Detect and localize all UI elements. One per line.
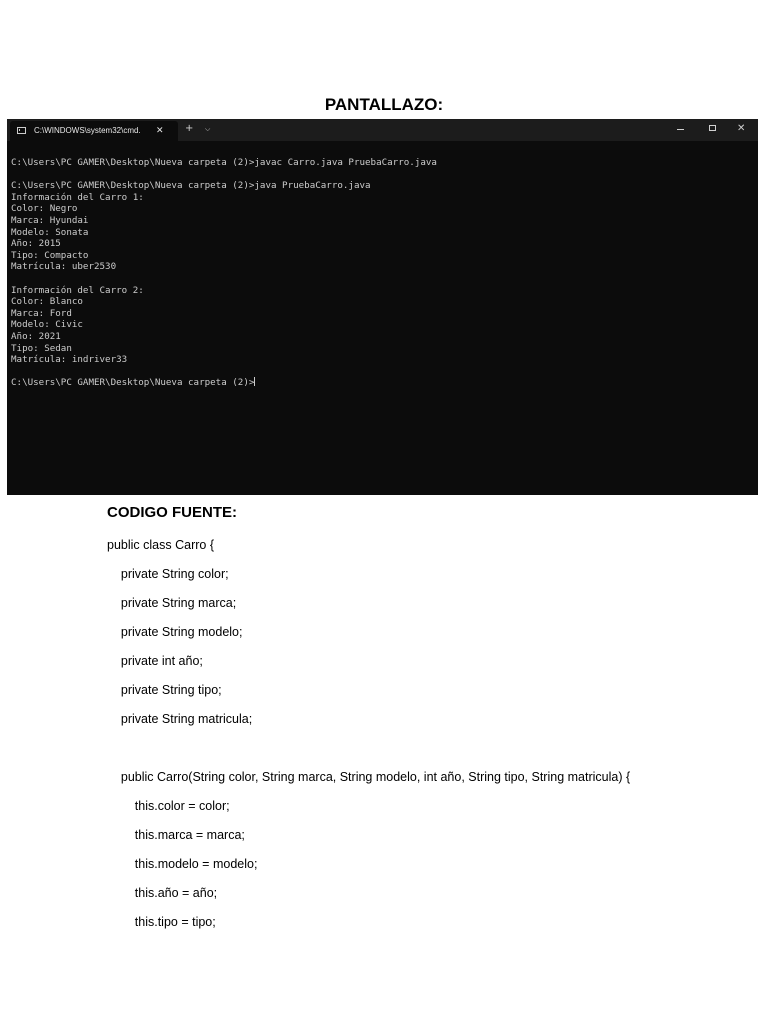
console-line: C:\Users\PC GAMER\Desktop\Nueva carpeta (2)> bbox=[11, 377, 255, 389]
close-icon[interactable]: ✕ bbox=[737, 123, 746, 134]
chevron-down-icon[interactable]: ⌵ bbox=[205, 125, 211, 133]
console-line: Color: Blanco bbox=[11, 296, 83, 308]
code-line: public Carro(String color, String marca, String modelo, int año, String tipo, String matricula) { bbox=[107, 770, 631, 784]
code-line: this.año = año; bbox=[107, 886, 218, 900]
code-line: private String marca; bbox=[107, 596, 237, 610]
code-line: private String modelo; bbox=[107, 625, 243, 639]
code-line: this.color = color; bbox=[107, 799, 230, 813]
console-line: Tipo: Sedan bbox=[11, 342, 72, 354]
console-line: Marca: Hyundai bbox=[11, 214, 89, 226]
console-output[interactable] bbox=[11, 157, 437, 389]
console-line: Modelo: Sonata bbox=[11, 226, 89, 238]
code-line: private String tipo; bbox=[107, 683, 222, 697]
plus-icon[interactable]: + bbox=[185, 123, 194, 134]
code-line: private String color; bbox=[107, 567, 229, 581]
code-line: this.marca = marca; bbox=[107, 828, 245, 842]
terminal-icon bbox=[17, 127, 26, 134]
console-line: Marca: Ford bbox=[11, 307, 72, 319]
console-line: Tipo: Compacto bbox=[11, 249, 89, 261]
code-line bbox=[107, 737, 747, 766]
minimize-icon[interactable] bbox=[677, 129, 684, 130]
console-line: Información del Carro 2: bbox=[11, 284, 144, 296]
console-line: Información del Carro 1: bbox=[11, 191, 144, 203]
console-line: Color: Negro bbox=[11, 203, 78, 215]
console-line bbox=[11, 273, 437, 285]
console-line bbox=[11, 169, 437, 181]
code-line: private String matricula; bbox=[107, 712, 253, 726]
code-line: private int año; bbox=[107, 654, 203, 668]
text-cursor bbox=[254, 377, 255, 386]
code-line: public class Carro { bbox=[107, 538, 214, 552]
terminal-tab[interactable] bbox=[10, 121, 178, 141]
console-line: Matrícula: indriver33 bbox=[11, 354, 128, 366]
maximize-icon[interactable] bbox=[709, 125, 716, 131]
console-line: Modelo: Civic bbox=[11, 319, 83, 331]
console-line: Año: 2021 bbox=[11, 330, 61, 342]
console-line: C:\Users\PC GAMER\Desktop\Nueva carpeta (2)>javac Carro.java PruebaCarro.java bbox=[11, 157, 437, 168]
tab-title: C:\WINDOWS\system32\cmd. bbox=[34, 126, 141, 135]
source-code bbox=[107, 534, 747, 940]
console-line: Matrícula: uber2530 bbox=[11, 261, 117, 273]
close-icon[interactable]: ✕ bbox=[156, 126, 164, 136]
console-line bbox=[11, 366, 437, 378]
title-bar bbox=[7, 119, 758, 141]
code-line: this.tipo = tipo; bbox=[107, 915, 216, 929]
code-line: this.modelo = modelo; bbox=[107, 857, 258, 871]
console-line: C:\Users\PC GAMER\Desktop\Nueva carpeta (2)>java PruebaCarro.java bbox=[11, 180, 371, 192]
console-line: Año: 2015 bbox=[11, 238, 61, 250]
source-code-heading: CODIGO FUENTE: bbox=[107, 504, 237, 521]
screenshot-heading: PANTALLAZO: bbox=[324, 95, 444, 114]
terminal-window bbox=[7, 119, 758, 495]
